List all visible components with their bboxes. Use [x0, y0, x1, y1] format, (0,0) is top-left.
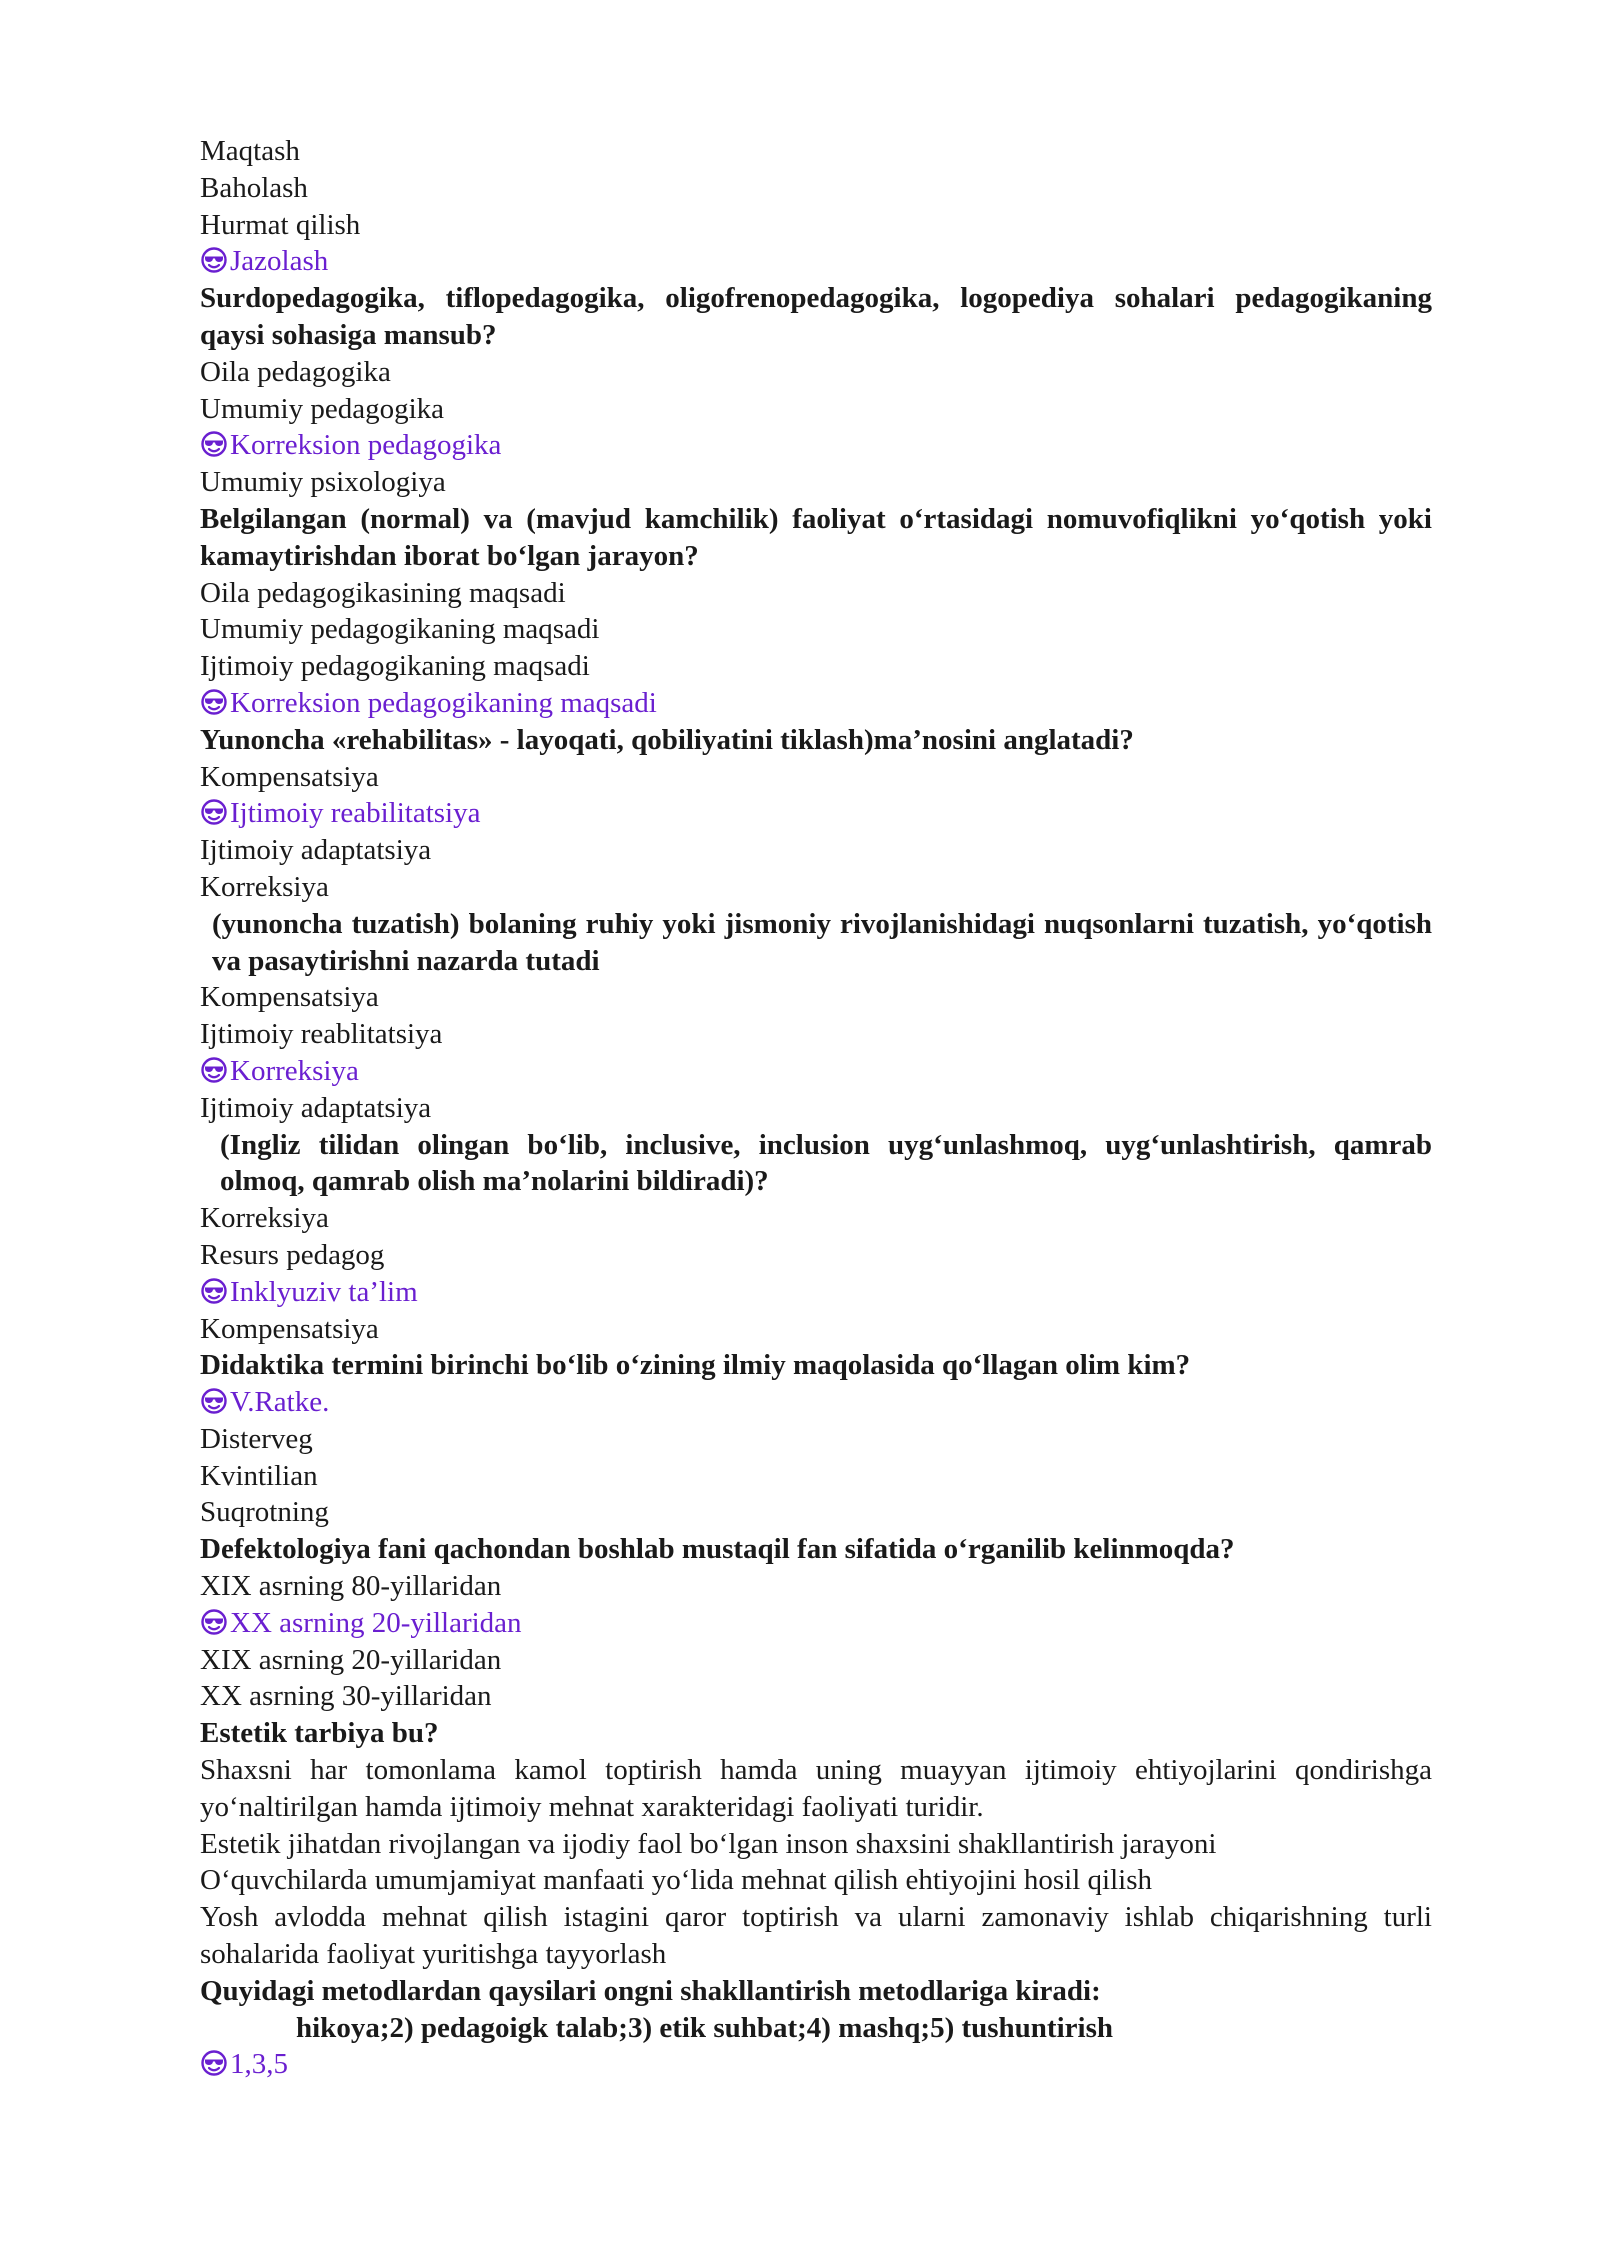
smiling-face-with-sunglasses-icon [200, 688, 228, 716]
correct-answer [200, 685, 1432, 722]
answer-option: XIX asrning 20-yillaridan [200, 1643, 502, 1676]
correct-answer [200, 1605, 1432, 1642]
correct-answer-text: XX asrning 20-yillaridan [230, 1606, 522, 1639]
answer-option: Suqrotning [200, 1496, 329, 1529]
answer-option: Estetik jihatdan rivojlangan va ijodiy faol bo‘lgan inson shaxsini shakllantirish jarayoni [200, 1827, 1217, 1860]
smiling-face-with-sunglasses-icon [200, 798, 228, 826]
correct-answer-text: Inklyuziv ta’lim [230, 1275, 418, 1308]
correct-answer [200, 243, 1432, 280]
document-page [200, 133, 1432, 2083]
answer-option: Umumiy psixologiya [200, 466, 446, 499]
answer-option: Ijtimoiy adaptatsiya [200, 1091, 432, 1124]
answer-option: Hurmat qilish [200, 208, 361, 241]
smiling-face-with-sunglasses-icon [200, 1608, 228, 1636]
correct-answer [200, 2046, 1432, 2083]
correct-answer [200, 795, 1432, 832]
answer-option: Korreksiya [200, 1202, 329, 1235]
answer-option: Umumiy pedagogikaning maqsadi [200, 613, 600, 646]
answer-option: Oila pedagogikasining maqsadi [200, 576, 566, 609]
answer-option: O‘quvchilarda umumjamiyat manfaati yo‘lida mehnat qilish ehtiyojini hosil qilish [200, 1864, 1152, 1897]
question-text: hikoya;2) pedagoigk talab;3) etik suhbat;4) mashq;5) tushuntirish [296, 2011, 1113, 2044]
smiling-face-with-sunglasses-icon [200, 2049, 228, 2077]
correct-answer [200, 427, 1432, 464]
correct-answer-text: Ijtimoiy reabilitatsiya [230, 797, 481, 830]
correct-answer-text: 1,3,5 [230, 2048, 288, 2081]
answer-option: Kompensatsiya [200, 1312, 379, 1345]
answer-option: Umumiy pedagogika [200, 392, 445, 425]
question-text: Defektologiya fani qachondan boshlab mustaqil fan sifatida o‘rganilib kelinmoqda? [200, 1533, 1235, 1566]
question-text: Quyidagi metodlardan qaysilari ongni shakllantirish metodlariga kiradi: [200, 1974, 1101, 2007]
correct-answer-text: Jazolash [230, 245, 329, 278]
correct-answer-text: Korreksion pedagogika [230, 429, 502, 462]
answer-option: Disterveg [200, 1422, 313, 1455]
question-text: Estetik tarbiya bu? [200, 1717, 439, 1750]
answer-option: XX asrning 30-yillaridan [200, 1680, 492, 1713]
answer-option: Maqtash [200, 135, 300, 167]
answer-option: Resurs pedagog [200, 1238, 385, 1271]
correct-answer [200, 1274, 1432, 1311]
question-text: Yunoncha «rehabilitas» - layoqati, qobiliyatini tiklash)ma’nosini anglatadi? [200, 723, 1134, 756]
answer-option: Yosh avlodda mehnat qilish istagini qaror toptirish va ularni zamonaviy ishlab chiqarishning turli sohalarida faoliyat yuritishga tayyorlash [200, 1901, 1432, 1971]
answer-option: Baholash [200, 171, 308, 204]
question-text: Belgilangan (normal) va (mavjud kamchilik) faoliyat o‘rtasidagi nomuvofiqlikni yo‘qotish yoki kamaytirishdan iborat bo‘lgan jarayon? [200, 502, 1432, 572]
correct-answer-text: V.Ratke. [230, 1386, 330, 1419]
answer-option: Korreksiya [200, 870, 329, 903]
smiling-face-with-sunglasses-icon [200, 1387, 228, 1415]
answer-option: Oila pedagogika [200, 355, 391, 388]
smiling-face-with-sunglasses-icon [200, 430, 228, 458]
smiling-face-with-sunglasses-icon [200, 246, 228, 274]
question-text: (Ingliz tilidan olingan bo‘lib, inclusive, inclusion uyg‘unlashmoq, uyg‘unlashtirish, qamrab olmoq, qamrab olish ma’nolarini bildiradi)? [220, 1128, 1432, 1198]
correct-answer [200, 1053, 1432, 1090]
answer-option: Kvintilian [200, 1459, 318, 1492]
question-text: Surdopedagogika, tiflopedagogika, oligofrenopedagogika, logopediya sohalari pedagogikaning qaysi sohasiga mansub? [200, 282, 1432, 351]
answer-option: XIX asrning 80-yillaridan [200, 1570, 502, 1603]
answer-option: Ijtimoiy adaptatsiya [200, 834, 432, 867]
smiling-face-with-sunglasses-icon [200, 1277, 228, 1305]
correct-answer-text: Korreksiya [230, 1054, 359, 1087]
answer-option: Ijtimoiy reablitatsiya [200, 1018, 443, 1051]
question-text: Didaktika termini birinchi bo‘lib o‘zining ilmiy maqolasida qo‘llagan olim kim? [200, 1349, 1191, 1382]
question-text: (yunoncha tuzatish) bolaning ruhiy yoki jismoniy rivojlanishidagi nuqsonlarni tuzatish, yo‘qotish va pasaytirishni nazarda tutadi [212, 907, 1432, 977]
answer-option: Shaxsni har tomonlama kamol toptirish hamda uning muayyan ijtimoiy ehtiyojlarini qondirishga yo‘naltirilgan hamda ijtimoiy mehnat xarakteridagi faoliyati turidir. [200, 1754, 1432, 1823]
answer-option: Kompensatsiya [200, 981, 379, 1014]
smiling-face-with-sunglasses-icon [200, 1056, 228, 1084]
answer-option: Ijtimoiy pedagogikaning maqsadi [200, 650, 590, 683]
correct-answer-text: Korreksion pedagogikaning maqsadi [230, 686, 657, 719]
correct-answer [200, 1384, 1432, 1421]
answer-option: Kompensatsiya [200, 760, 379, 793]
